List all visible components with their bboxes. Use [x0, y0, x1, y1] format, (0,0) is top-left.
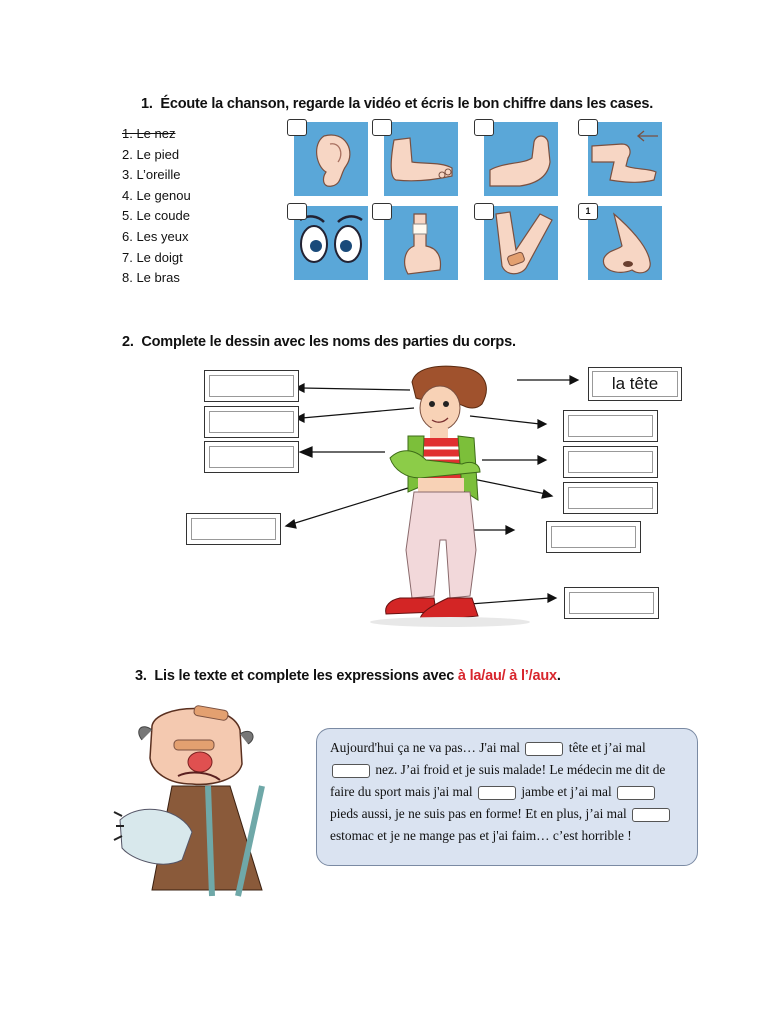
- answer-box-nose[interactable]: 1: [578, 203, 598, 220]
- story-text: Aujourd'hui ça ne va pas… J'ai mal: [330, 740, 521, 755]
- section-number: 3.: [135, 668, 147, 684]
- list-item: 4. Le genou: [122, 187, 191, 203]
- foot-icon: [384, 122, 458, 196]
- knee-icon: [588, 122, 662, 196]
- list-item: 3. L’oreille: [122, 167, 181, 183]
- arm-icon: [484, 122, 558, 196]
- sick-man-illustration: [112, 700, 302, 900]
- section-3-heading: [135, 668, 561, 684]
- vocab-list: [122, 124, 191, 289]
- example-label: la tête: [611, 374, 659, 393]
- answer-blank[interactable]: [617, 786, 655, 800]
- section-number: 2.: [122, 334, 134, 350]
- picture-tile-arm: [484, 122, 558, 196]
- list-item: 2. Le pied: [122, 146, 180, 162]
- answer-box-eyes[interactable]: [287, 203, 307, 220]
- answer-blank[interactable]: [525, 742, 563, 756]
- answer-box-arm[interactable]: [474, 119, 494, 136]
- heading-suffix: .: [556, 668, 561, 684]
- answer-box-ear[interactable]: [287, 119, 307, 136]
- answer-box-elbow[interactable]: [474, 203, 494, 220]
- answer-box-knee[interactable]: [578, 119, 598, 136]
- label-box[interactable]: [204, 406, 299, 438]
- story-text: pieds aussi, je ne suis pas en forme! Et en plus, j’ai mal: [330, 806, 627, 821]
- nose-icon: [588, 206, 662, 280]
- picture-tile-elbow: [484, 206, 558, 280]
- label-box[interactable]: [546, 521, 641, 553]
- example-label-box: [588, 367, 682, 401]
- list-item: 1. Le nez: [122, 126, 176, 141]
- answer-box-foot[interactable]: [372, 119, 392, 136]
- section-title: Lis le texte et complete les expressions avec: [154, 668, 458, 684]
- answer-blank[interactable]: [478, 786, 516, 800]
- elbow-icon: [484, 206, 558, 280]
- list-item: 5. Le coude: [122, 208, 190, 224]
- label-box[interactable]: [564, 587, 659, 619]
- finger-icon: [384, 206, 458, 280]
- answer-blank[interactable]: [332, 764, 370, 778]
- label-box[interactable]: [186, 513, 281, 545]
- heading-highlight: à la/au/ à l’/aux: [457, 668, 557, 684]
- story-text: tête et j’ai mal: [568, 740, 646, 755]
- story-text: nez. J’ai froid et je suis malade! Le médecin me dit de faire du sport mais j'ai mal: [330, 762, 666, 799]
- answer-box-finger[interactable]: [372, 203, 392, 220]
- list-item: 6. Les yeux: [122, 228, 189, 244]
- label-box[interactable]: [204, 370, 299, 402]
- story-text-box: [316, 728, 698, 866]
- label-box[interactable]: [563, 446, 658, 478]
- label-box[interactable]: [563, 482, 658, 514]
- label-box[interactable]: [563, 410, 658, 442]
- section-title: Écoute la chanson, regarde la vidéo et écris le bon chiffre dans les cases.: [160, 96, 654, 112]
- story-text: estomac et je ne mange pas et j'ai faim… c’est horrible !: [330, 828, 632, 843]
- list-item: 7. Le doigt: [122, 249, 183, 265]
- section-1-heading: [141, 96, 653, 112]
- list-item: 8. Le bras: [122, 270, 180, 286]
- picture-tile-foot: [384, 122, 458, 196]
- label-box[interactable]: [204, 441, 299, 473]
- picture-tile-nose: [588, 206, 662, 280]
- answer-blank[interactable]: [632, 808, 670, 822]
- section-title: Complete le dessin avec les noms des parties du corps.: [141, 334, 516, 350]
- picture-tile-knee: [588, 122, 662, 196]
- picture-tile-finger: [384, 206, 458, 280]
- section-number: 1.: [141, 96, 153, 112]
- section-2-heading: [122, 334, 516, 350]
- story-text: jambe et j’ai mal: [521, 784, 612, 799]
